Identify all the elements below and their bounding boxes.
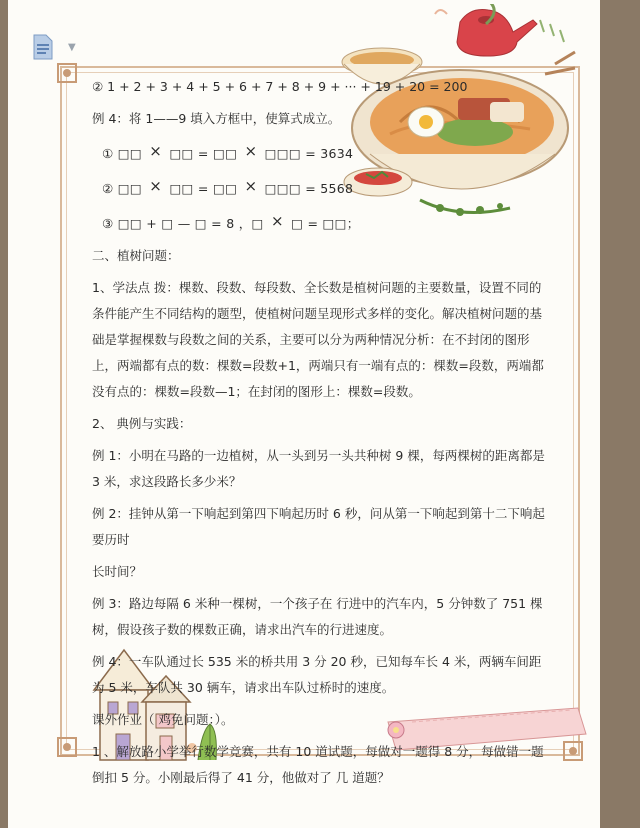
- multiply-sign: ×: [244, 142, 258, 160]
- multiply-sign: ×: [270, 212, 284, 230]
- frame-corner-icon: [56, 736, 78, 758]
- equation-3-part-a: ③ □□ + □ — □ = 8 ，□: [102, 216, 264, 231]
- equation-1-part-c: □□□ = 3634: [264, 146, 354, 161]
- equation-3-part-b: □ = □□；: [291, 216, 360, 231]
- method-paragraph: 1、学法点 拨：棵数、段数、每段数、全长数是植树问题的主要数量，设置不同的条件能产生不同结构的题型，使植树问题呈现形式多样的变化。解决植树问题的基础是掌握棵数与段数之间的关系，主要可以分为两种情况分析：在不封闭的图形上，两端都有点的数：棵数=段数+1，两端只有一端有点的：棵数=段数，两端都没有点的：棵数=段数—1；在封闭的图形上：棵数=段数。: [92, 280, 544, 399]
- equation-1-part-b: □□ = □□: [169, 146, 238, 161]
- multiply-sign: ×: [149, 142, 163, 160]
- homework-heading: 课外作业（ 鸡免问题：）。: [92, 712, 234, 727]
- scroll-gutter: [606, 0, 640, 828]
- example-1: 例 1：小明在马路的一边植树，从一头到另一头共种树 9 棵，每两棵树的距离都是 3 米，求这段路长多少米？: [92, 448, 545, 489]
- section-heading-tree-planting: 二、植树问题：: [92, 248, 180, 263]
- equation-2: [92, 173, 548, 202]
- homework-question-1: 1 、解放路小学举行数学竞赛，共有 10 道试题，每做对一题得 8 分，每做错一题倒扣 5 分。小刚最后得了 41 分，他做对了 几 道题？: [92, 744, 544, 785]
- frame-corner-icon: [56, 62, 78, 84]
- equation-1-part-a: ① □□: [102, 146, 142, 161]
- multiply-sign: ×: [244, 177, 258, 195]
- equation-2-part-b: □□ = □□: [169, 181, 238, 196]
- caret-down-icon[interactable]: ▼: [68, 42, 76, 53]
- equation-1: [92, 138, 548, 167]
- equation-3: [92, 208, 548, 237]
- equation-2-part-a: ② □□: [102, 181, 142, 196]
- example-2: 例 2：挂钟从第一下响起到第四下响起历时 6 秒，问从第一下响起到第十二下响起要历时: [92, 506, 545, 547]
- document-body: [92, 74, 548, 791]
- sum-equation-line: ② 1 + 2 + 3 + 4 + 5 + 6 + 7 + 8 + 9 + ··· + 19 + 20 = 200: [92, 79, 468, 94]
- example-4: 例 4：一车队通过长 535 米的桥共用 3 分 20 秒，已知每车长 4 米，两辆车间距为 5 米，车队共 30 辆车，请求出车队过桥时的速度。: [92, 654, 542, 695]
- example-4-title: 例 4：将 1——9 填入方框中，使算式成立。: [92, 111, 341, 126]
- document-icon[interactable]: [32, 34, 54, 60]
- example-2-continued: 长时间？: [92, 564, 143, 579]
- multiply-sign: ×: [149, 177, 163, 195]
- example-3: 例 3：路边每隔 6 米种一棵树，一个孩子在 行进中的汽车内，5 分钟数了 751 棵树，假设孩子数的棵数正确，请求出汽车的行进速度。: [92, 596, 543, 637]
- subsection-heading: 2、 典例与实践：: [92, 416, 192, 431]
- equation-2-part-c: □□□ = 5568: [264, 181, 354, 196]
